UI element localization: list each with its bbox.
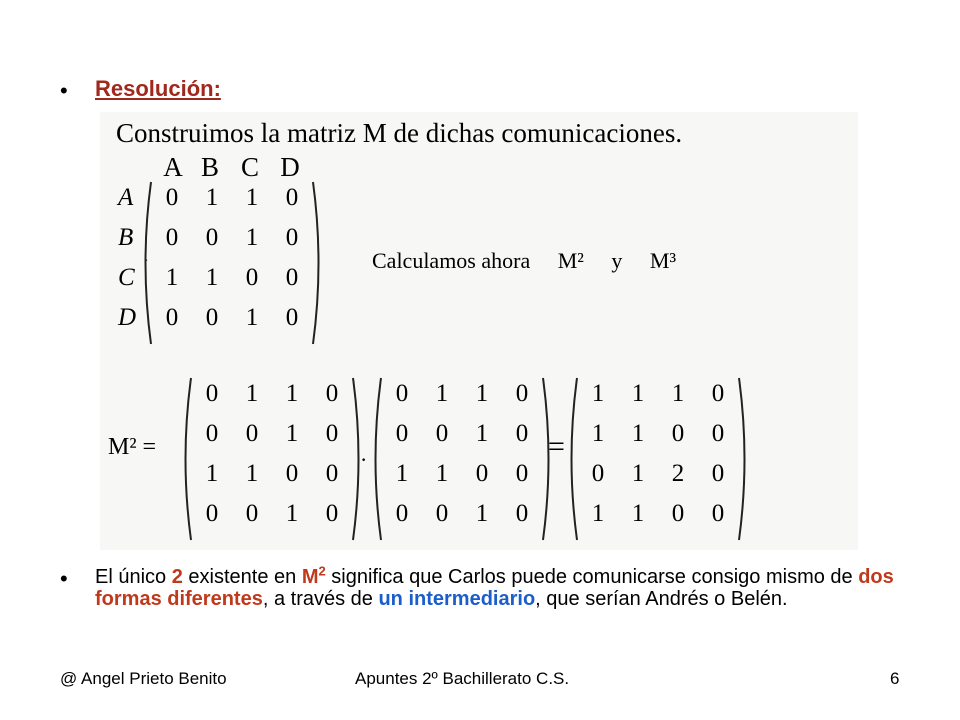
m-factor-1-cell: 0 [325,500,339,527]
calc-label: Calculamos ahora [372,248,531,273]
matrix-m-cell: 1 [205,184,219,211]
matrix-m-cell: 1 [165,264,179,291]
multiplication-dot: · [360,447,368,472]
calc-m3: M³ [649,248,677,273]
m-factor-2-cell: 1 [435,460,449,487]
matrix-m-cell: 0 [205,224,219,251]
result-cell: 1 [631,500,645,527]
column-label: A [163,152,183,182]
bullet: • [60,78,68,103]
bullet: • [60,566,68,591]
matrix-m-cell: 1 [245,184,259,211]
result-cell: 1 [591,420,605,447]
matrix-m-cell: 0 [205,304,219,331]
footer-page-number: 6 [890,669,900,688]
highlight-m2 [301,563,326,588]
row-label: A [118,184,134,211]
footer-course: Apuntes 2º Bachillerato C.S. [355,669,570,688]
result-cell: 1 [631,420,645,447]
equals-sign: = [548,430,565,463]
text: , que serían Andrés o Belén. [535,588,788,610]
result-cell: 0 [711,420,725,447]
column-label: C [240,152,259,182]
section-heading: Resolución: [95,76,221,101]
column-label: B [200,152,219,182]
m-factor-2-cell: 1 [475,380,489,407]
right-parenthesis [736,376,752,542]
explanation-paragraph [95,563,915,610]
result-cell: 0 [671,420,685,447]
m-factor-2-cell: 0 [475,460,489,487]
text: El único [95,566,172,588]
m-factor-1-cell: 1 [205,460,219,487]
m-factor-2-cell: 0 [395,380,409,407]
m-factor-1-cell: 0 [205,380,219,407]
highlight-intermediary: un intermediario [378,588,536,610]
text: , a través de [262,588,379,610]
stray-dot: · [144,254,149,269]
matrix-m-cell: 0 [285,224,299,251]
matrix-m-cell: 0 [285,184,299,211]
column-label: D [280,152,300,182]
right-parenthesis [310,180,326,346]
m-factor-2-cell: 0 [515,380,529,407]
footer-author: @ Angel Prieto Benito [60,669,227,688]
result-cell: 0 [711,460,725,487]
m-factor-2-cell: 1 [395,460,409,487]
matrix-m-cell: 0 [285,304,299,331]
row-label: D [118,304,137,331]
m-factor-2-cell: 0 [515,460,529,487]
calc-y: y [611,248,623,273]
m-factor-2-cell: 0 [395,500,409,527]
result-cell: 0 [671,500,685,527]
m-factor-1-cell: 0 [325,420,339,447]
matrix-m-cell: 0 [165,304,179,331]
matrix-m-cell: 0 [245,264,259,291]
m-factor-2-cell: 0 [395,420,409,447]
matrix-m-cell: 0 [165,224,179,251]
m-factor-1-cell: 1 [285,420,299,447]
scan-title: Construimos la matriz M de dichas comunicaciones. [116,118,683,148]
m-factor-1-cell: 0 [285,460,299,487]
m-factor-1-cell: 0 [325,460,339,487]
m-factor-2-cell: 0 [515,420,529,447]
m-factor-2-cell: 1 [435,380,449,407]
m-factor-1-cell: 0 [205,420,219,447]
scanned-matrix-image [100,112,858,550]
matrix-m-cell: 0 [165,184,179,211]
matrix-m-cell: 0 [285,264,299,291]
m-factor-1-cell: 0 [245,500,259,527]
m-factor-1-cell: 1 [245,380,259,407]
m-factor-2-cell: 0 [515,500,529,527]
row-label: C [118,264,135,291]
m-factor-2-cell: 0 [435,500,449,527]
m-factor-1-cell: 1 [285,500,299,527]
m-factor-1-cell: 0 [245,420,259,447]
result-cell: 1 [631,460,645,487]
m-factor-1-cell: 0 [205,500,219,527]
exponent: 2 [318,563,326,579]
result-cell: 1 [671,380,685,407]
m-letter: M [301,566,319,588]
highlight-two: 2 [171,566,183,588]
matrix-m-cell: 1 [245,224,259,251]
text: significa que Carlos puede comunicarse consigo mismo de [325,566,859,588]
result-cell: 1 [631,380,645,407]
m-factor-1-cell: 1 [285,380,299,407]
right-parenthesis [540,376,556,542]
result-cell: 0 [711,380,725,407]
calc-text [372,248,676,274]
text: existente en [182,566,302,588]
row-label: B [118,224,134,251]
m-factor-2-cell: 1 [475,500,489,527]
m-factor-2-cell: 0 [435,420,449,447]
result-cell: 0 [711,500,725,527]
right-parenthesis [350,376,366,542]
result-cell: 0 [591,460,605,487]
m-factor-1-cell: 1 [245,460,259,487]
result-cell: 2 [671,460,685,487]
m-factor-1-cell: 0 [325,380,339,407]
m-factor-2-cell: 1 [475,420,489,447]
result-cell: 1 [591,380,605,407]
matrix-m-cell: 1 [205,264,219,291]
matrix-m-cell: 1 [245,304,259,331]
highlight-two-ways: dos formas diferentes [95,566,894,610]
result-cell: 1 [591,500,605,527]
m2-label: M² = [108,434,157,460]
calc-m2: M² [557,248,584,273]
